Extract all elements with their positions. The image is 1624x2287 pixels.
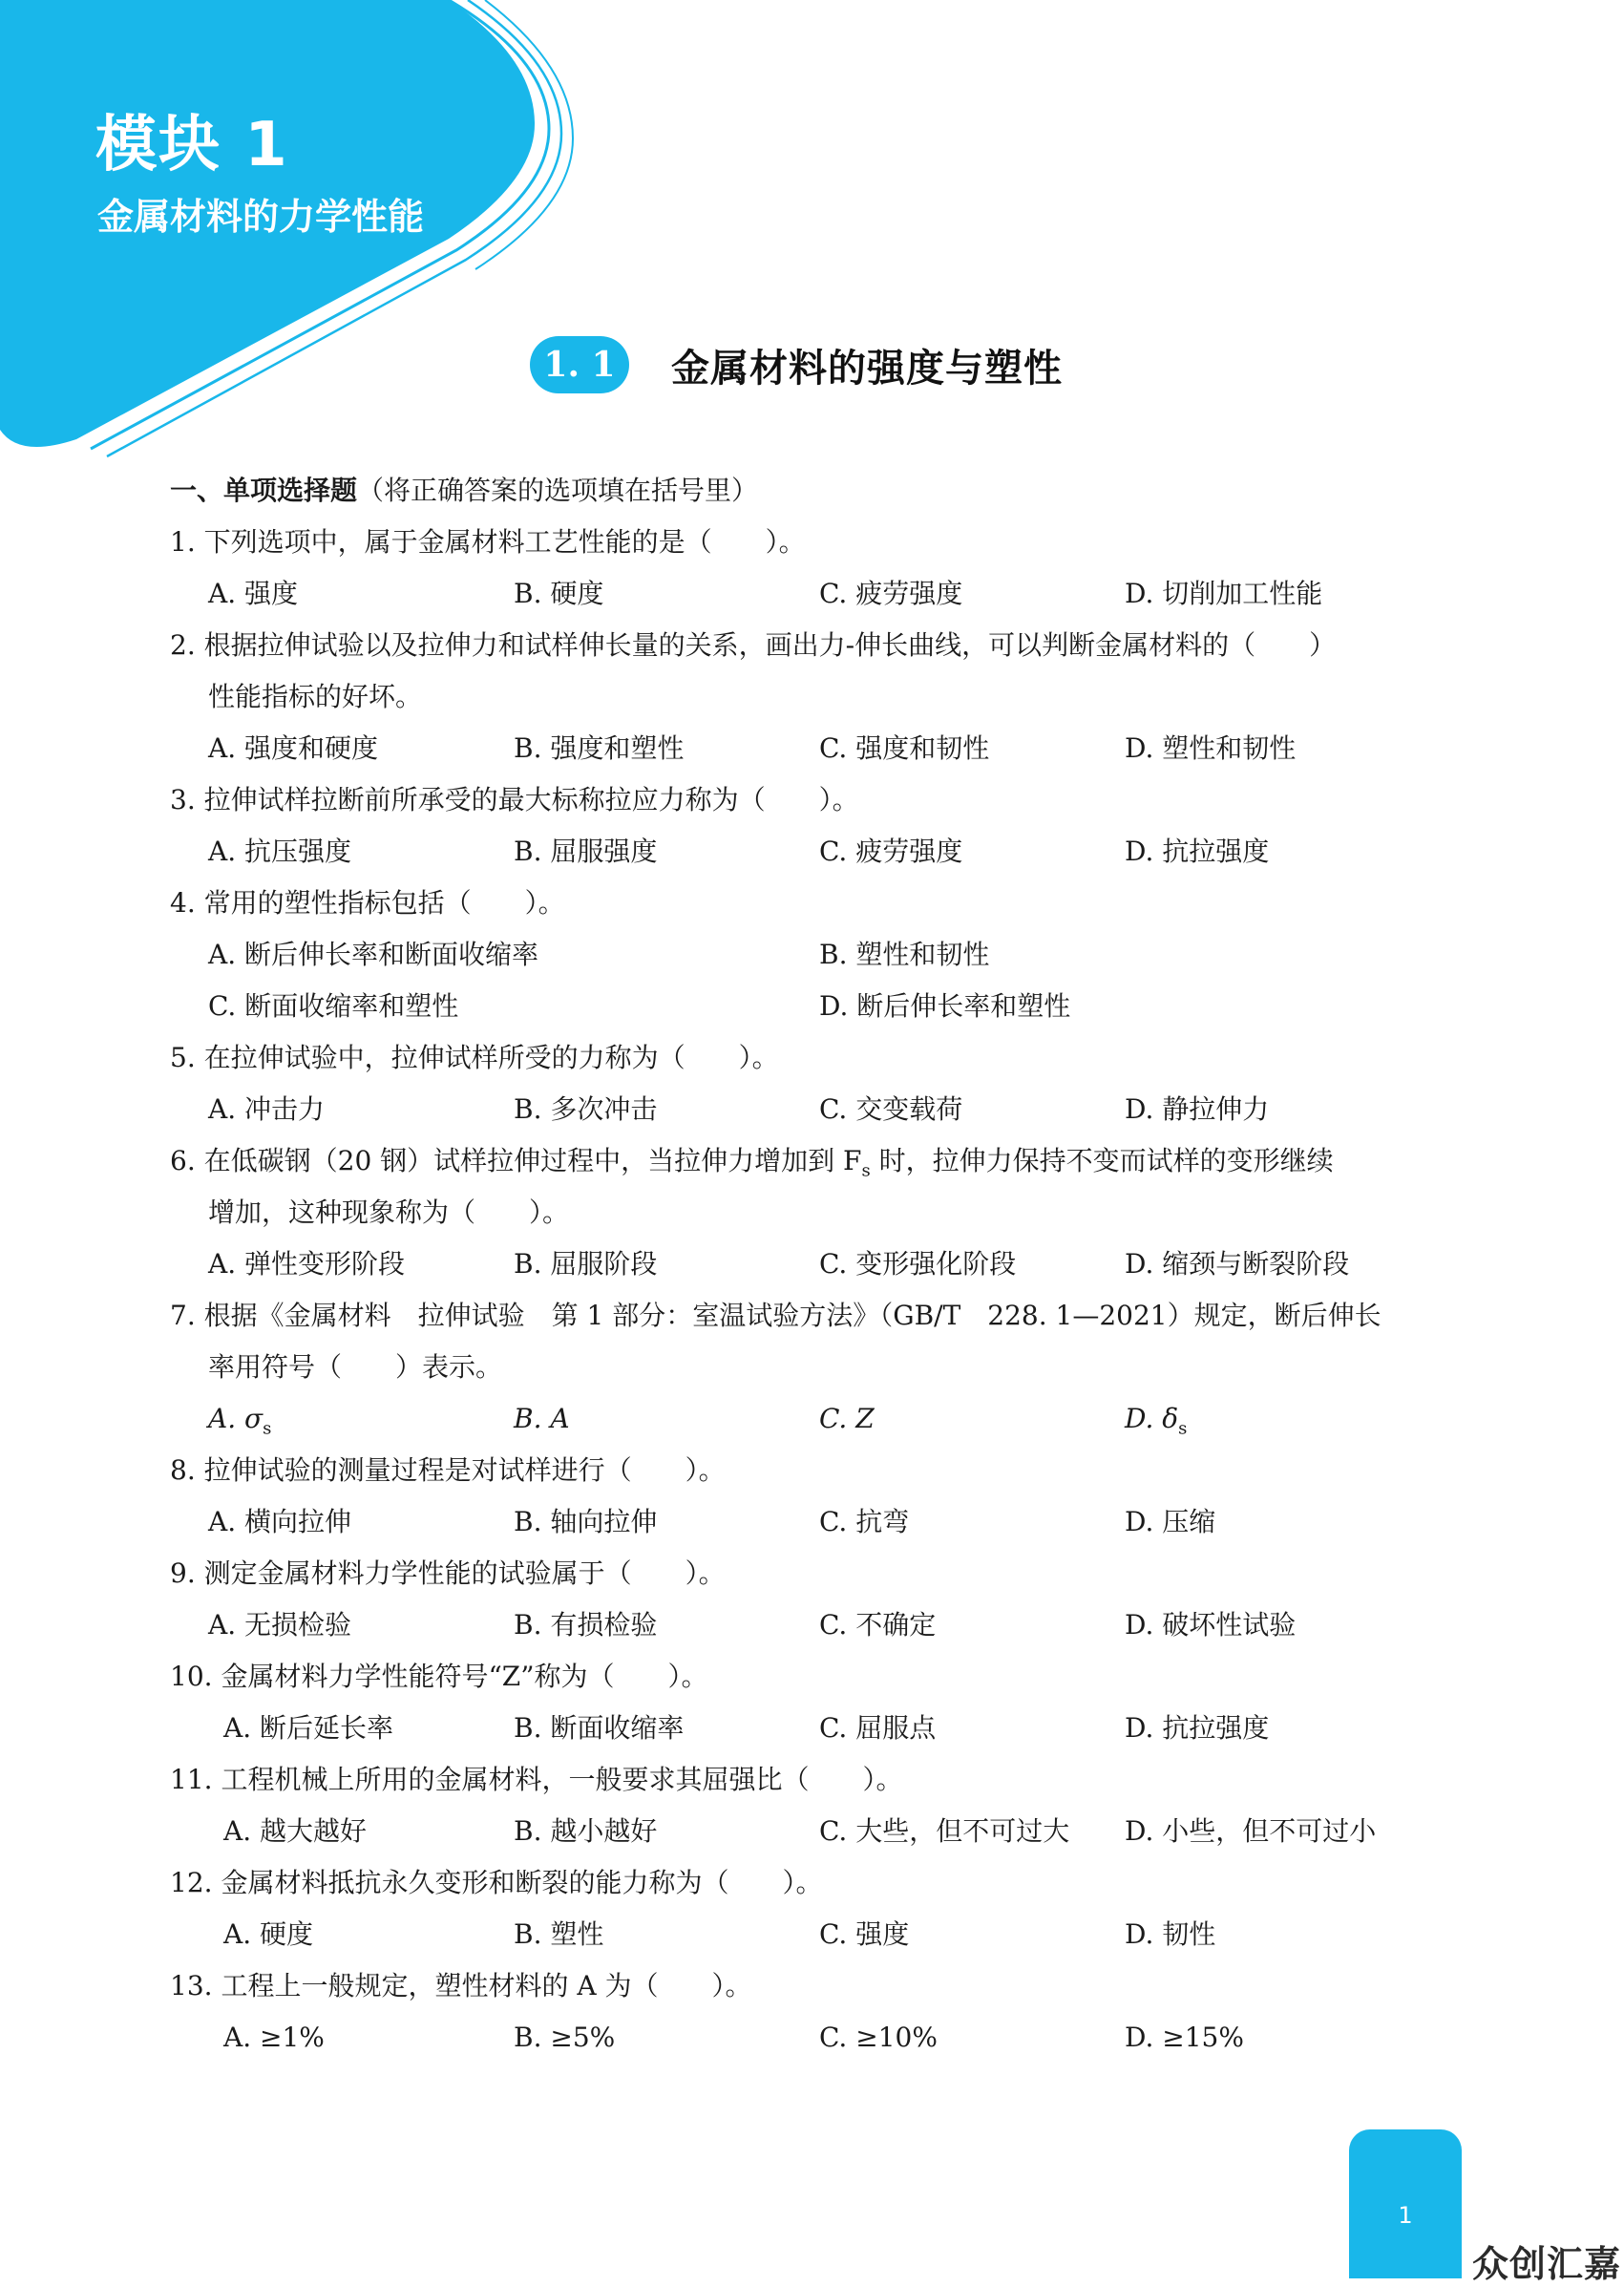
question-4 <box>170 878 1468 1032</box>
question-12 <box>170 1857 1468 1960</box>
question-number: 3. <box>170 784 196 815</box>
option-c: C. 抗弯 <box>819 1506 910 1537</box>
option-b: B. 塑性 <box>514 1918 604 1950</box>
option-b: B. 塑性和韧性 <box>819 939 990 970</box>
option-a: A. 抗压强度 <box>208 836 352 867</box>
module-subtitle: 金属材料的力学性能 <box>97 196 425 238</box>
option-d: D. 韧性 <box>1125 1918 1216 1950</box>
question-number: 11. <box>170 1764 213 1795</box>
option-c: C. ≥10% <box>819 2022 938 2053</box>
question-text: 工程上一般规定，塑性材料的 A 为（ ）。 <box>221 1970 752 2001</box>
question-5 <box>170 1032 1468 1135</box>
question-number: 6. <box>170 1145 196 1176</box>
option-d: D. 抗拉强度 <box>1125 1712 1270 1744</box>
option-row <box>170 1806 1468 1857</box>
option-row <box>170 568 1468 620</box>
option-b: B. 屈服阶段 <box>514 1248 658 1280</box>
option-d: D. 静拉伸力 <box>1125 1093 1270 1125</box>
question-text: 金属材料力学性能符号“Z”称为（ ）。 <box>221 1661 708 1692</box>
option-row <box>170 2012 1468 2064</box>
question-13 <box>170 1960 1468 2064</box>
option-a: A. 无损检验 <box>208 1609 352 1641</box>
section-header <box>530 336 1063 393</box>
question-text: 根据《金属材料 拉伸试验 第 1 部分：室温试验方法》（GB/T 228. 1—2021）规定，断后伸长 <box>203 1300 1381 1331</box>
question-text: 在拉伸试验中，拉伸试样所受的力称为（ ）。 <box>203 1042 779 1073</box>
question-number: 13. <box>170 1970 213 2001</box>
option-b: B. 轴向拉伸 <box>514 1506 658 1537</box>
part-heading-title: 一、单项选择题 <box>170 475 358 506</box>
option-c: C. Z <box>819 1403 875 1434</box>
question-text: 下列选项中，属于金属材料工艺性能的是（ ）。 <box>203 526 806 558</box>
option-a: A. 冲击力 <box>208 1093 326 1125</box>
option-row <box>170 981 1468 1032</box>
option-c: C. 屈服点 <box>819 1712 937 1744</box>
question-text: 拉伸试样拉断前所承受的最大标称拉应力称为（ ）。 <box>203 784 859 815</box>
question-7 <box>170 1290 1468 1445</box>
option-row <box>170 1909 1468 1960</box>
option-a: A. 断后延长率 <box>223 1712 394 1744</box>
option-row <box>170 1084 1468 1135</box>
page-number-tab <box>1349 2129 1462 2278</box>
option-c: C. 疲劳强度 <box>819 836 963 867</box>
question-text: 在低碳钢（20 钢）试样拉伸过程中，当拉伸力增加到 F <box>203 1145 862 1176</box>
watermark: 众创汇嘉 <box>1472 2243 1622 2285</box>
question-number: 10. <box>170 1661 213 1692</box>
question-8 <box>170 1445 1468 1548</box>
question-text: 根据拉伸试验以及拉伸力和试样伸长量的关系，画出力-伸长曲线，可以判断金属材料的（ ） <box>203 629 1337 661</box>
question-number: 9. <box>170 1557 196 1589</box>
question-text-continued: 率用符号（ ）表示。 <box>208 1351 503 1383</box>
section-title: 金属材料的强度与塑性 <box>671 346 1063 391</box>
option-row <box>170 723 1468 774</box>
option-b: B. 屈服强度 <box>514 836 658 867</box>
question-10 <box>170 1651 1468 1754</box>
question-text-continued: 性能指标的好坏。 <box>208 681 423 712</box>
option-d: D. 切削加工性能 <box>1125 578 1323 609</box>
option-d: D. 压缩 <box>1125 1506 1216 1537</box>
question-9 <box>170 1548 1468 1651</box>
question-number: 1. <box>170 526 196 558</box>
page-number: 1 <box>1398 2202 1413 2229</box>
question-number: 4. <box>170 887 196 919</box>
option-d: D. $\delta_s$ <box>1125 1403 1188 1439</box>
option-row <box>170 1496 1468 1548</box>
question-11 <box>170 1754 1468 1857</box>
module-title: 模块 1 <box>95 110 289 180</box>
option-a: A. 横向拉伸 <box>208 1506 352 1537</box>
option-c: C. 疲劳强度 <box>819 578 963 609</box>
option-a: A. ≥1% <box>223 2022 325 2053</box>
question-text: 拉伸试验的测量过程是对试样进行（ ）。 <box>203 1454 726 1486</box>
option-c: C. 大些，但不可过大 <box>819 1815 1070 1847</box>
question-text: 金属材料抵抗永久变形和断裂的能力称为（ ）。 <box>221 1867 823 1898</box>
option-c: C. 不确定 <box>819 1609 937 1641</box>
question-text-tail: 时，拉伸力保持不变而试样的变形继续 <box>870 1145 1334 1176</box>
question-text-continued: 增加，这种现象称为（ ）。 <box>208 1196 570 1228</box>
question-text: 常用的塑性指标包括（ ）。 <box>203 887 565 919</box>
question-text: 测定金属材料力学性能的试验属于（ ）。 <box>203 1557 726 1589</box>
subscript: s <box>861 1160 871 1181</box>
option-a: A. 强度 <box>208 578 299 609</box>
option-b: B. ≥5% <box>514 2022 616 2053</box>
question-number: 2. <box>170 629 196 661</box>
option-b: B. 有损检验 <box>514 1609 658 1641</box>
option-row <box>170 1599 1468 1651</box>
question-number: 12. <box>170 1867 213 1898</box>
option-c: C. 强度 <box>819 1918 910 1950</box>
option-b: B. 越小越好 <box>514 1815 658 1847</box>
option-d: D. ≥15% <box>1125 2022 1244 2053</box>
part-heading-note: （将正确答案的选项填在括号里） <box>357 475 759 506</box>
question-list <box>170 465 1468 2064</box>
option-row <box>170 1239 1468 1290</box>
question-6 <box>170 1135 1468 1290</box>
option-row <box>170 1703 1468 1754</box>
option-d: D. 缩颈与断裂阶段 <box>1125 1248 1350 1280</box>
option-a: A. 断后伸长率和断面收缩率 <box>208 939 539 970</box>
option-a: A. 弹性变形阶段 <box>208 1248 406 1280</box>
section-number-badge: 1. 1 <box>530 336 629 393</box>
option-a: A. 硬度 <box>223 1918 314 1950</box>
option-row <box>170 826 1468 878</box>
question-text: 工程机械上所用的金属材料，一般要求其屈强比（ ）。 <box>221 1764 903 1795</box>
option-c: C. 变形强化阶段 <box>819 1248 1017 1280</box>
option-a: A. 强度和硬度 <box>208 732 379 764</box>
option-b: B. 断面收缩率 <box>514 1712 685 1744</box>
question-number: 7. <box>170 1300 196 1331</box>
option-d: D. 小些，但不可过小 <box>1125 1815 1377 1847</box>
option-c: C. 强度和韧性 <box>819 732 990 764</box>
option-d: D. 破坏性试验 <box>1125 1609 1297 1641</box>
question-number: 8. <box>170 1454 196 1486</box>
option-b: B. 强度和塑性 <box>514 732 685 764</box>
part-heading <box>170 465 1468 517</box>
option-b: B. A <box>514 1403 570 1434</box>
question-3 <box>170 774 1468 878</box>
option-b: B. 多次冲击 <box>514 1093 658 1125</box>
option-c: C. 交变载荷 <box>819 1093 963 1125</box>
option-row <box>170 929 1468 981</box>
option-d: D. 断后伸长率和塑性 <box>819 990 1071 1022</box>
option-a: A. 越大越好 <box>223 1815 368 1847</box>
option-b: B. 硬度 <box>514 578 604 609</box>
question-1 <box>170 517 1468 620</box>
option-row <box>170 1393 1468 1445</box>
option-a: A. $\sigma_s$ <box>208 1403 272 1439</box>
question-number: 5. <box>170 1042 196 1073</box>
question-2 <box>170 620 1468 774</box>
option-d: D. 抗拉强度 <box>1125 836 1270 867</box>
option-c: C. 断面收缩率和塑性 <box>208 990 459 1022</box>
option-d: D. 塑性和韧性 <box>1125 732 1297 764</box>
